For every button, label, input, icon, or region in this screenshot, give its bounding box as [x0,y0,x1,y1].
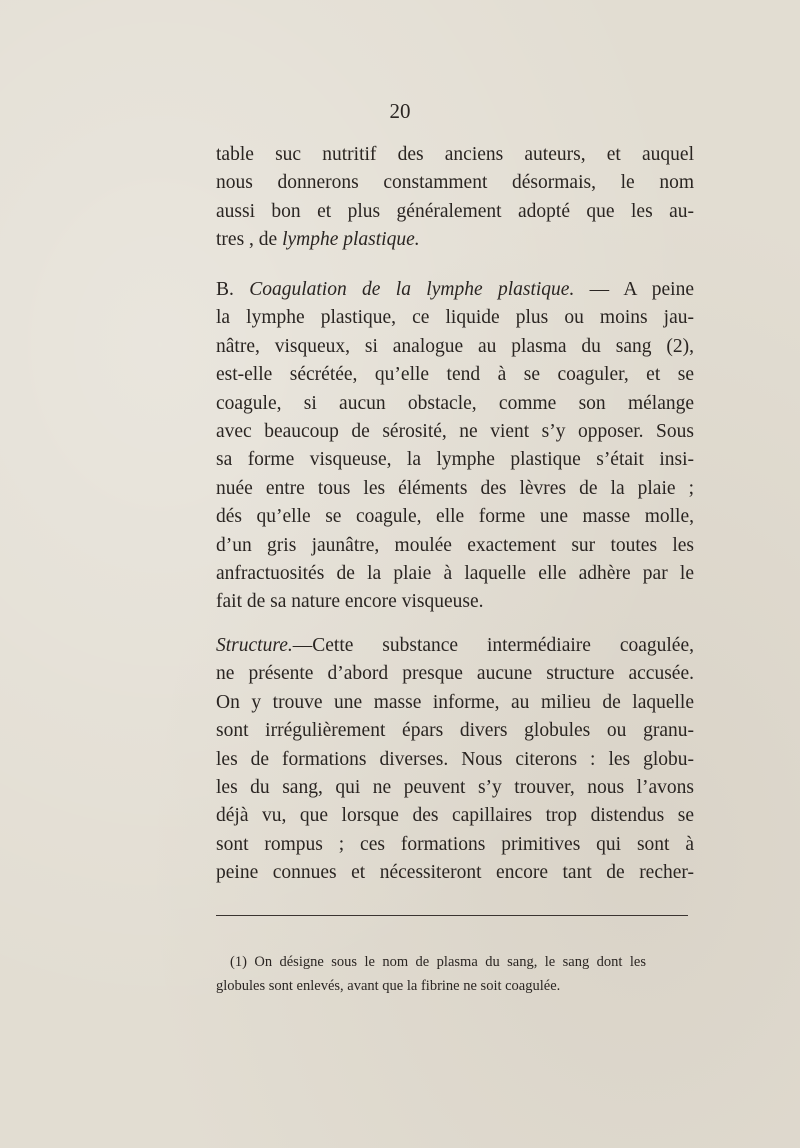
text-line: sont irrégulièrement épars divers globules ou granu- [216,720,694,742]
section-heading-line [216,276,694,304]
footnote-line: (1) On désigne sous le nom de plasma du sang, le sang dont les [230,954,646,970]
text-line: sa forme visqueuse, la lymphe plastique s’était insi- [216,449,694,471]
section-heading-rest: — A peine [574,279,694,300]
section-heading-rest: —Cette substance intermédiaire coagulée, [292,635,694,656]
section-heading: Coagulation de la lymphe plastique. [249,279,575,300]
paragraph-1 [216,141,694,255]
section-heading: Structure. [216,635,293,656]
text-line: sont rompus ; ces formations primitives qui sont à [216,833,694,855]
paragraph-2 [216,276,694,617]
text-line: anfractuosités de la plaie à laquelle elle adhère par le [216,562,694,584]
section-heading-line [216,632,694,660]
text-line: ne présente d’abord presque aucune structure accusée. [216,663,694,685]
text-line: les de formations diverses. Nous citerons : les globu- [216,748,694,770]
text-line: aussi bon et plus généralement adopté que les au- [216,200,694,222]
page-number: 20 [389,99,411,123]
text-line: déjà vu, que lorsque des capillaires trop distendus se [216,805,694,827]
text-line: peine connues et nécessiteront encore tant de recher- [216,862,694,884]
text-line: la lymphe plastique, ce liquide plus ou moins jau- [216,307,694,329]
footnote-line: globules sont enlevés, avant que la fibrine ne soit coagulée. [216,978,561,994]
text-line: fait de sa nature encore visqueuse. [216,591,484,613]
text-line-prefix: tres , de [216,229,283,251]
footnote-divider [216,915,688,916]
text-line: d’un gris jaunâtre, moulée exactement sur toutes les [216,534,694,556]
text-line: avec beaucoup de sérosité, ne vient s’y opposer. Sous [216,420,694,442]
text-line: les du sang, qui ne peuvent s’y trouver, nous l’avons [216,776,694,798]
text-line: dés qu’elle se coagule, elle forme une masse molle, [216,506,694,528]
paragraph-3 [216,632,694,888]
text-line [216,226,694,254]
text-line: coagule, si aucun obstacle, comme son mélange [216,392,694,414]
footnote [216,950,646,998]
section-label: B. [216,279,250,300]
text-line: nuée entre tous les éléments des lèvres de la plaie ; [216,477,694,499]
text-line: On y trouve une masse informe, au milieu de laquelle [216,691,694,713]
term-lymphe-plastique: lymphe plastique. [282,229,420,251]
text-line: nâtre, visqueux, si analogue au plasma du sang (2), [216,335,694,357]
text-line: table suc nutritif des anciens auteurs, et auquel [216,144,694,165]
text-line: nous donnerons constamment désormais, le nom [216,172,694,194]
text-line: est-elle sécrétée, qu’elle tend à se coaguler, et se [216,364,694,386]
